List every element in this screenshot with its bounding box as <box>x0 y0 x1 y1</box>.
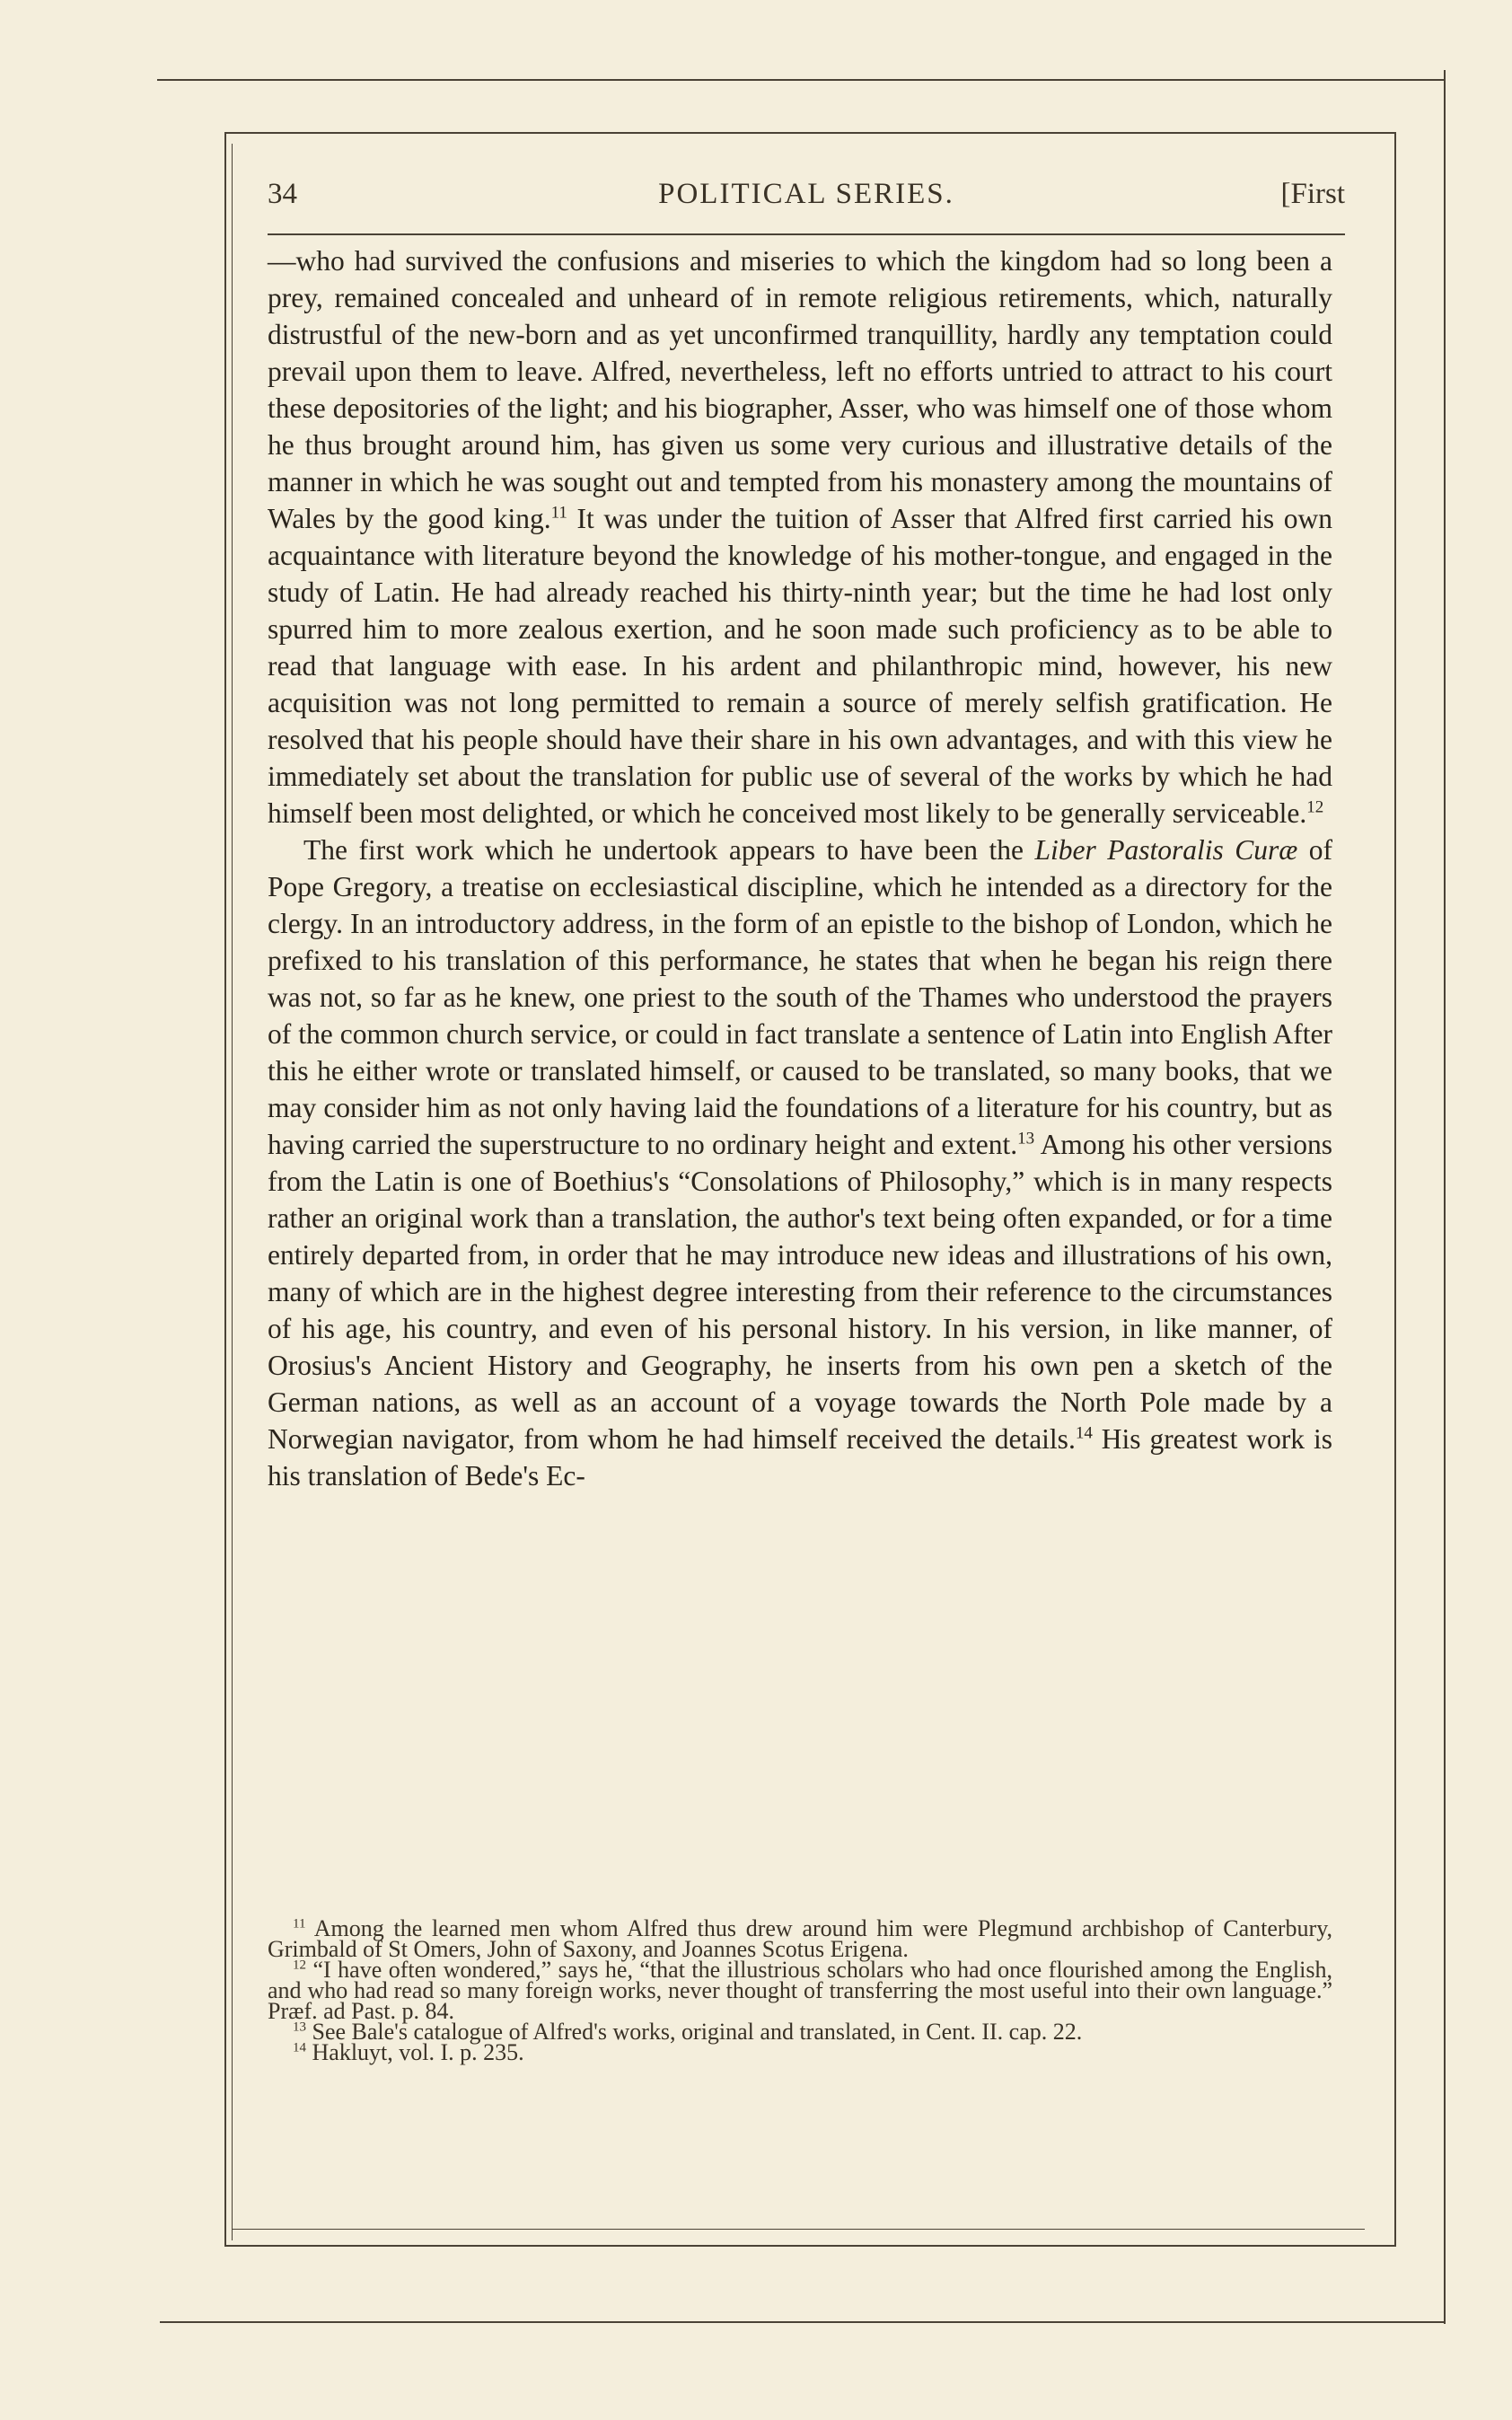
inner-frame-right <box>1394 132 1396 2247</box>
footnote-ref: 12 <box>1306 797 1324 817</box>
paragraph: The first work which he undertook appears to have been the Liber Pastoralis Curæ of Pope Gregory, a treatise on ecclesiastical discipline, which he intended as a directory for the clergy. In an introductory address, in the form of an epistle to the bishop of London, which he prefixed to his translation of this performance, he states that when he began his reign there was not, so far as he knew, one priest to the south of the Thames who understood the prayers of the common church service, or could in fact translate a sentence of Latin into English After this he either wrote or translated himself, or caused to be translated, so many books, that we may consider him as not only having laid the foundations of a literature for his country, but as having carried the superstructure to no ordinary height and extent.$^{13}$ Among his other versions from the Latin is one of Boethius's “Consolations of Philosophy,” which is in many respects rather an original work than a translation, the author's text being often expanded, or for a time entirely departed from, in order that he may introduce new ideas and illustrations of his own, many of which are in the highest degree interesting from their reference to the circumstances of his age, his country, and even of his personal history. In his version, in like manner, of Orosius's Ancient History and Geography, he inserts from his own pen a sketch of the German nations, as well as an account of a voyage towards the North Pole made by a Norwegian navigator, from whom he had himself received the details.$^{14}$ His greatest work is his translation of Bede's Ec- <box>268 834 1333 1492</box>
paragraph: —who had survived the confusions and miseries to which the kingdom had so long been a prey, remained concealed and unheard of in remote religious retirements, which, naturally distrustful of the new-born and as yet unconfirmed tranquillity, hardly any temptation could prevail upon them to leave. Alfred, nevertheless, left no efforts untried to attract to his court these depositories of the light; and his biographer, Asser, who was himself one of those whom he thus brought around him, has given us some very curious and illustrative details of the manner in which he was sought out and tempted from his monastery among the mountains of Wales by the good king.$^{11}$ It was under the tuition of Asser that Alfred first carried his own acquaintance with literature beyond the knowledge of his mother-tongue, and engaged in the study of Latin. He had already reached his thirty-ninth year; but the time he had lost only spurred him to more zealous exertion, and he soon made such proficiency as to be able to read that language with ease. In his ardent and philanthropic mind, however, his new acquisition was not long permitted to remain a source of merely selfish gratification. He resolved that his people should have their share in his own advantages, and with this view he immediately set about the translation for public use of several of the works by which he had himself been most delighted, or which he conceived most likely to be generally serviceable.$^{12}$ <box>268 245 1332 829</box>
footnotes <box>268 1915 1332 2065</box>
book-title: Liber Pastoralis Curæ <box>1034 834 1298 866</box>
page-number: 34 <box>268 178 297 210</box>
inner-frame-left <box>224 132 226 2247</box>
footnote-ref: 14 <box>1075 1423 1093 1443</box>
page-area <box>268 160 1345 2198</box>
outer-frame-right <box>1444 70 1446 2324</box>
footnote: $^{13}$ See Bale's catalogue of Alfred's works, original and translated, in Cent. II. cap. 22. <box>293 2019 1083 2045</box>
footnote-ref: 11 <box>550 503 567 523</box>
inner-frame-top <box>224 132 1396 134</box>
body-text <box>268 242 1332 1494</box>
running-header <box>268 178 1345 223</box>
outer-frame-bottom <box>160 2321 1446 2323</box>
inner-frame-bottom <box>224 2245 1396 2247</box>
outer-frame-top <box>157 79 1446 81</box>
footnote: $^{14}$ Hakluyt, vol. I. p. 235. <box>293 2039 524 2065</box>
footnote: $^{11}$ Among the learned men whom Alfred thus drew around him were Plegmund archbishop of Canterbury, Grimbald of St Omers, John of Saxony, and Joannes Scotus Erigena. <box>268 1915 1332 1962</box>
footnote: $^{12}$ “I have often wondered,” says he, “that the illustrious scholars who had once flourished among the English, and who had read so many foreign works, never thought of transferring the most useful into their own language.” Præf. ad Past. p. 84. <box>268 1957 1332 2024</box>
footnote-ref: 13 <box>1017 1129 1035 1148</box>
inner-frame-left-2 <box>232 144 233 2240</box>
running-title: POLITICAL SERIES. <box>658 178 954 210</box>
section-marker: [First <box>1280 178 1345 210</box>
inner-frame-bottom-2 <box>232 2229 1365 2230</box>
